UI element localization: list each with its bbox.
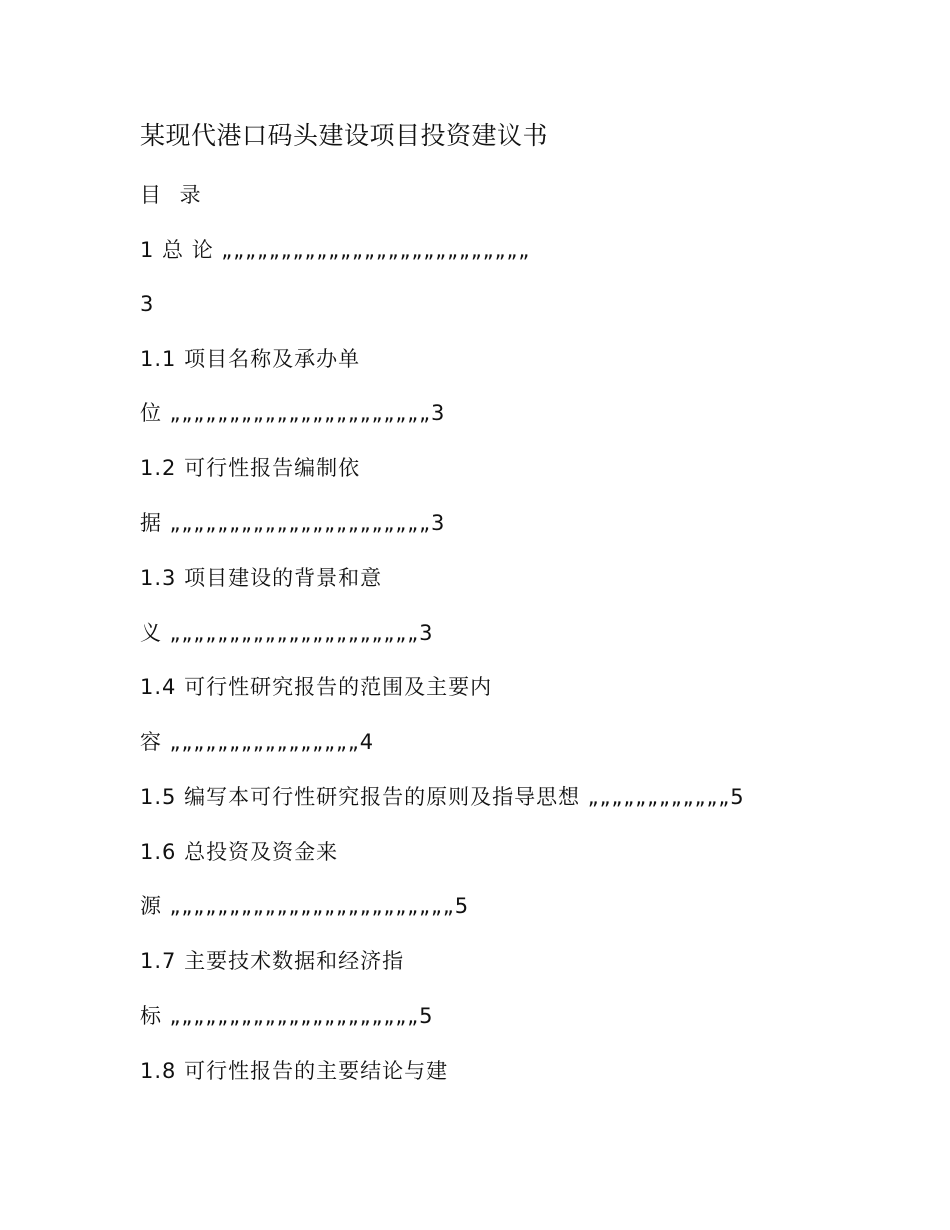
toc-line: 1.7 主要技术数据和经济指 xyxy=(140,949,405,973)
toc-line: 1.3 项目建设的背景和意 xyxy=(140,566,383,590)
toc-line: 1.5 编写本可行性研究报告的原则及指导思想 „„„„„„„„„„„„5 xyxy=(140,785,745,809)
toc-line: 1.4 可行性研究报告的范围及主要内 xyxy=(140,675,493,699)
toc-line: 1.8 可行性报告的主要结论与建 xyxy=(140,1059,449,1083)
toc-line: 1.1 项目名称及承办单 xyxy=(140,347,361,371)
toc-line: 义 „„„„„„„„„„„„„„„„„„„„„3 xyxy=(140,621,434,645)
toc-line: 1.2 可行性报告编制依 xyxy=(140,456,361,480)
toc-line: 容 „„„„„„„„„„„„„„„„4 xyxy=(140,730,375,754)
toc-line: 1 总 论 „„„„„„„„„„„„„„„„„„„„„„„„„„ xyxy=(140,238,531,262)
toc-line: 3 xyxy=(140,292,155,316)
toc-line: 位 „„„„„„„„„„„„„„„„„„„„„„3 xyxy=(140,401,446,425)
toc-line: 据 „„„„„„„„„„„„„„„„„„„„„„3 xyxy=(140,511,446,535)
toc-heading: 目 录 xyxy=(140,183,207,207)
toc-line: 1.6 总投资及资金来 xyxy=(140,840,339,864)
toc-line: 标 „„„„„„„„„„„„„„„„„„„„„5 xyxy=(140,1004,434,1028)
document-title: 某现代港口码头建设项目投资建议书 xyxy=(140,121,549,150)
toc-line: 源 „„„„„„„„„„„„„„„„„„„„„„„„5 xyxy=(140,894,470,918)
